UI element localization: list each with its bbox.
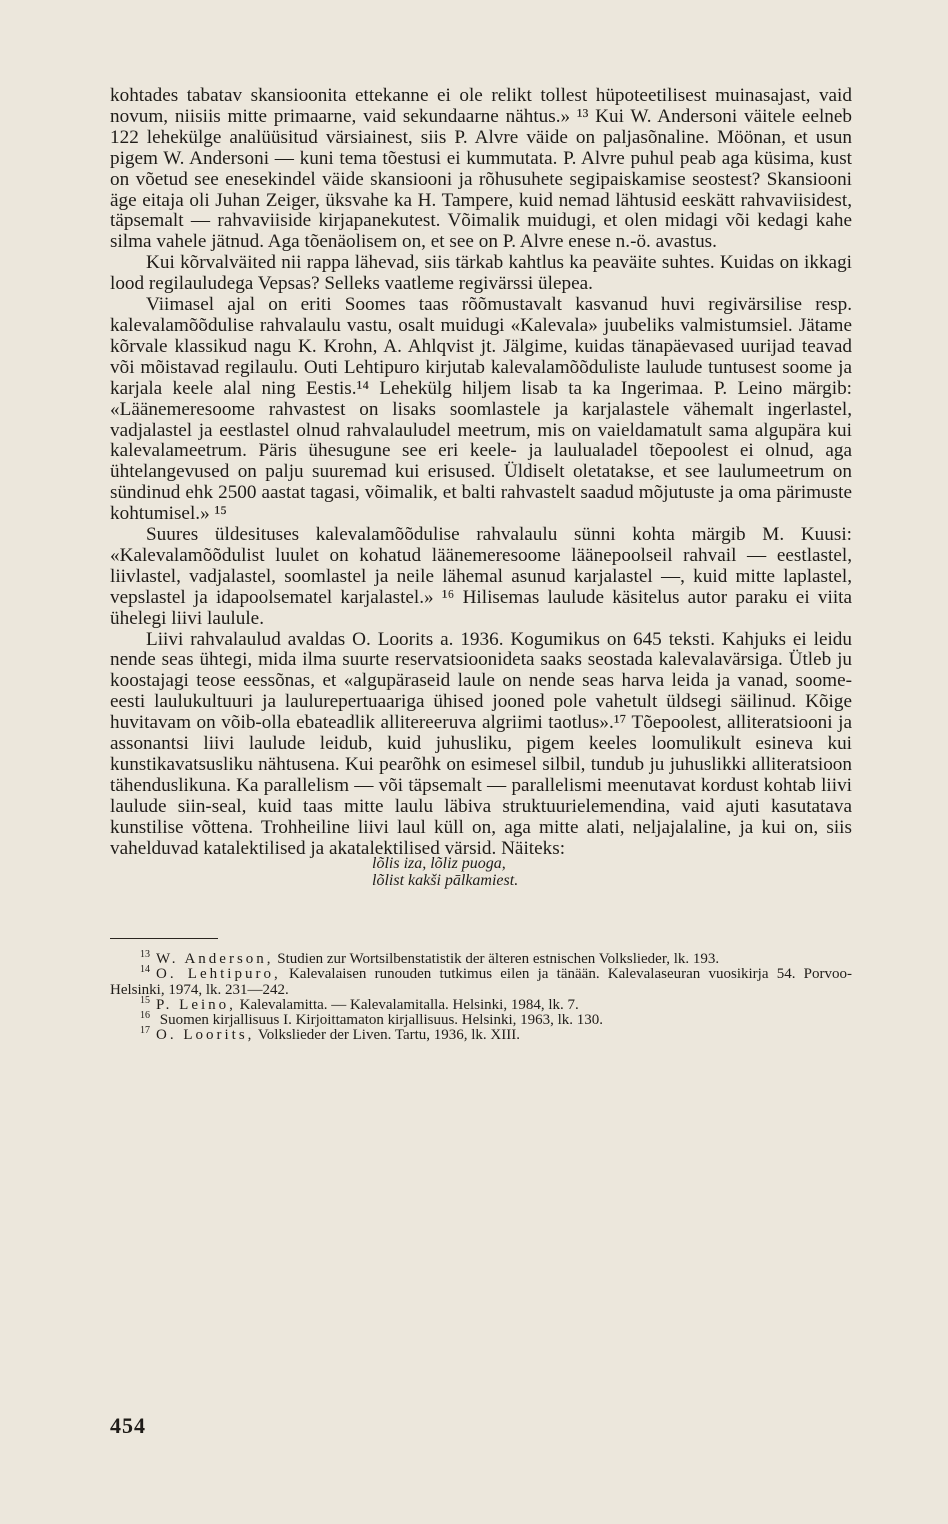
paragraph: kohtades tabatav skansioonita ettekanne ei ole relikt tollest hüpoteetilisest muinasajast, vaid novum, niisiis mitte primaarne, vaid sekundaarne nähtus.» ¹³ Kui W. Andersoni väitele eelneb 122 lehekülge analüüsitud värsiainest, siis P. Alvre väide on paljasõnaline. Möönan, et usun pigem W. Andersoni — kuni tema tõestusi ei kummutata. P. Alvre puhul peab aga küsima, kust on võetud see enesekindel väide skansiooni ja rõhusuhete segipaiskamise seostest? Skansiooni äge eitaja oli Juhan Zeiger, üksvahe ka H. Tampere, kuid nemad lähtusid eeskätt rahvaviisidest, täpsemalt — rahvaviiside kirjapanekutest. Võimalik muidugi, et olen midagi või kedagi kahe silma vahele jätnud. Aga tõenäolisem on, et see on P. Alvre enese n.-ö. avastus. — [110, 85, 852, 253]
footnote-author: W. Anderson, — [156, 951, 274, 967]
footnote-author: O. Loorits, — [156, 1027, 255, 1044]
footnote — [110, 964, 853, 998]
paragraph: Viimasel ajal on eriti Soomes taas rõõmustavalt kasvanud huvi regivärsilise resp. kalevalamõõdulise rahvalaulu vastu, osalt muidugi «Kalevala» juubeliks valmistumsiel. Jätame kõrvale klassikud nagu K. Krohn, A. Ahlqvist jt. Jälgime, kuidas tänapäevased uurijad teavad või mõistavad regilaulu. Outi Lehtipuro kirjutab kalevalamõõduliste laulude tuntusest soome ja karjala keele alal ning Eestis.¹⁴ Lehekülg hiljem lisab ta ka Ingerimaa. P. Leino märgib: «Läänemeresoome rahvastest on lisaks soomlastele ja karjalastele vähemalt ingerlastel, vadjalastel ja eestlastel olnud rahvalauludel meetrum, mis on vaieldamatult sama algupära kui kalevalameetrum. Päris ühesugune see eri keele- ja laulualadel tõepoolest ei olnud, aga ühtelangevused on palju suuremad kui erisused. Üldiselt oletatakse, et see laulumeetrum on sündinud ehk 2500 aastat tagasi, võimalik, et balti rahvastelt saadud mõjutuste ja oma pärimuste kohtumisel.» ¹⁵ — [110, 294, 852, 525]
footnote-text: Kalevalaisen runouden tutkimus eilen ja tänään. Kalevalaseuran vuosikirja 54. Porvoo-Helsinki, 1974, lk. 231—242. — [110, 966, 853, 998]
footnote-text: Kalevalamitta. — Kalevalamitalla. Helsinki, 1984, lk. 7. — [239, 996, 579, 1013]
footnotes — [110, 949, 853, 1044]
footnote — [110, 1025, 852, 1044]
verse-line: lõlis iza, lõliz puoga, — [372, 855, 506, 872]
footnote-text: Volkslieder der Liven. Tartu, 1936, lk. XIII. — [257, 1027, 520, 1044]
footnote-number: 16 — [140, 1010, 150, 1022]
footnote-number: 13 — [140, 949, 150, 960]
paragraph: Liivi rahvalaulud avaldas O. Loorits a. 1936. Kogumikus on 645 teksti. Kahjuks ei leidu nende seas ühtegi, mida ilma suurte reservatsioonideta saaks seostada kalevalavärsiga. Ütleb ju koostajagi teose eessõnas, et «algupäraseid laule on nende seas harva leida ja vanad, soome-eesti laulukultuuri ja laulurepertuaariga ühised jooned pole vahetult üldsegi säilinud. Kõige huvitavam on võib-olla ebateadlik allitereeruva algriimi taotlus».¹⁷ Tõepoolest, alliteratsiooni ja assonantsi liivi laulude leidub, kuid juhusliku, pigem keeles loomulikult esineva kui kunstikavatsusliku nähtusena. Kui pearõhk on esimesel silbil, tundub ju juhuslikki alliteratsioon tähenduslikuna. Ka parallelism — või täpsemalt — parallelismi meenutavat kordust kohtab liivi laulude siin-seal, kuid taas mitte laulu läbiva struktuurielemendina, vaid ajuti kasutatava kunstilise võttena. Trohheiline liivi laul küll on, aga mitte alati, neljajalaline, ja kui on, siis vahelduvad katalektilised ja akatalektilised värsid. Näiteks: — [110, 628, 852, 859]
paragraph: Kui kõrvalväited nii rappa lähevad, siis tärkab kahtlus ka peaväite suhtes. Kuidas on ikkagi lood regilauludega Vepsas? Selleks vaatleme regivärssi ülepea. — [110, 252, 852, 295]
verse-quote — [372, 855, 592, 889]
footnote-author: O. Lehtipuro, — [156, 966, 281, 983]
footnote-author: P. Leino, — [156, 996, 236, 1013]
footnote-divider — [110, 938, 218, 939]
footnote-number: 14 — [140, 964, 150, 976]
page-number: 454 — [110, 1413, 146, 1438]
footnote-number: 17 — [140, 1025, 150, 1037]
footnote — [110, 994, 852, 1013]
footnote-text: Suomen kirjallisuus I. Kirjoittamaton kirjallisuus. Helsinki, 1963, lk. 130. — [159, 1012, 604, 1029]
paragraph: Suures üldesituses kalevalamõõdulise rahvalaulu sünni kohta märgib M. Kuusi: «Kalevalamõõdulist luulet on kohatud läänemeresoome läänepoolseil rahvail — eestlastel, liivlastel, vadjalastel, soomlastel ja neile lähemal asunud karjalastel —, kuid mitte laplastel, vepslastel ja idapoolsematel karjalastel.» ¹⁶ Hilisemas laulude käsitelus autor paraku ei viita ühelegi liivi laulule. — [110, 524, 852, 629]
footnote-text: Studien zur Wortsilbenstatistik der älteren estnischen Volkslieder, lk. 193. — [277, 951, 720, 967]
footnote — [110, 949, 852, 967]
verse-line: lõlist kakši pālkamiest. — [372, 872, 519, 889]
body-text — [110, 86, 852, 860]
footnote-number: 15 — [140, 994, 150, 1006]
